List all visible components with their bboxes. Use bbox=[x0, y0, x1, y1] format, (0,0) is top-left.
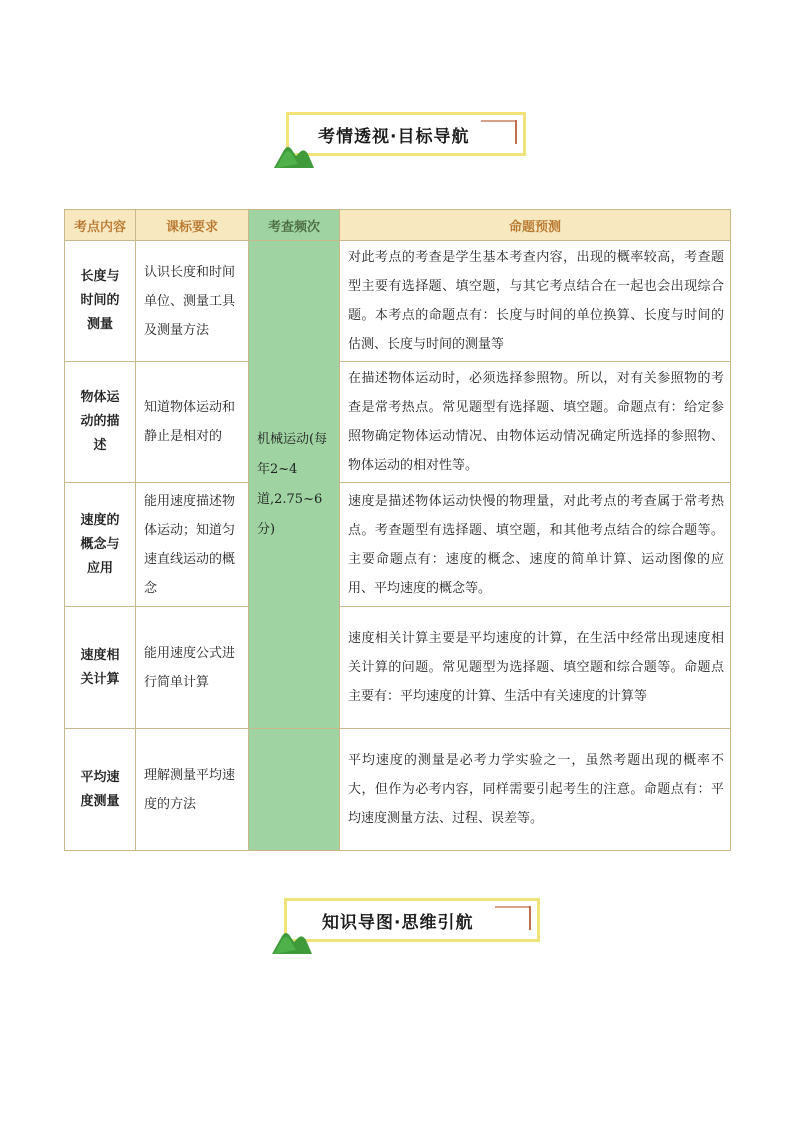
requirement-cell: 知道物体运动和静止是相对的 bbox=[136, 362, 249, 483]
table-row bbox=[65, 362, 731, 483]
section-banner-knowledge-map bbox=[276, 898, 536, 958]
banner-accent bbox=[481, 120, 517, 122]
topic-cell: 速度的概念与应用 bbox=[65, 483, 136, 607]
requirement-cell: 能用速度描述物体运动；知道匀速直线运动的概念 bbox=[136, 483, 249, 607]
table-header-row bbox=[65, 210, 731, 241]
header-prediction: 命题预测 bbox=[340, 210, 731, 241]
header-requirement: 课标要求 bbox=[136, 210, 249, 241]
requirement-cell: 认识长度和时间单位、测量工具及测量方法 bbox=[136, 241, 249, 362]
exam-analysis-table bbox=[64, 209, 731, 851]
section-title: 知识导图·思维引航 bbox=[322, 913, 474, 933]
banner-accent bbox=[515, 120, 517, 144]
requirement-cell: 能用速度公式进行简单计算 bbox=[136, 607, 249, 729]
topic-cell: 物体运动的描述 bbox=[65, 362, 136, 483]
frequency-cell-empty bbox=[249, 729, 340, 851]
banner-accent bbox=[529, 906, 531, 930]
topic-cell: 平均速度测量 bbox=[65, 729, 136, 851]
prediction-cell: 平均速度的测量是必考力学实验之一，虽然考题出现的概率不大，但作为必考内容，同样需要引起考生的注意。命题点有：平均速度测量方法、过程、误差等。 bbox=[340, 729, 731, 851]
table-row bbox=[65, 483, 731, 607]
header-topic: 考点内容 bbox=[65, 210, 136, 241]
table-row bbox=[65, 607, 731, 729]
banner-accent bbox=[495, 906, 531, 908]
prediction-cell: 对此考点的考查是学生基本考查内容，出现的概率较高，考查题型主要有选择题、填空题，与其它考点结合在一起也会出现综合题。本考点的命题点有：长度与时间的单位换算、长度与时间的估测、长度与时间的测量等 bbox=[340, 241, 731, 362]
mountain-icon bbox=[272, 142, 316, 168]
mountain-icon bbox=[270, 928, 314, 954]
table-row bbox=[65, 241, 731, 362]
requirement-cell: 理解测量平均速度的方法 bbox=[136, 729, 249, 851]
prediction-cell: 速度相关计算主要是平均速度的计算，在生活中经常出现速度相关计算的问题。常见题型为选择题、填空题和综合题等。命题点主要有：平均速度的计算、生活中有关速度的计算等 bbox=[340, 607, 731, 729]
prediction-cell: 速度是描述物体运动快慢的物理量，对此考点的考查属于常考热点。考查题型有选择题、填空题，和其他考点结合的综合题等。主要命题点有：速度的概念、速度的简单计算、运动图像的应用、平均速度的概念等。 bbox=[340, 483, 731, 607]
frequency-cell: 机械运动(每年2~4道,2.75~6分) bbox=[249, 241, 340, 729]
header-frequency: 考查频次 bbox=[249, 210, 340, 241]
section-title: 考情透视·目标导航 bbox=[318, 127, 470, 147]
prediction-cell: 在描述物体运动时，必须选择参照物。所以，对有关参照物的考查是常考热点。常见题型有选择题、填空题。命题点有：给定参照物确定物体运动情况、由物体运动情况确定所选择的参照物、物体运动的相对性等。 bbox=[340, 362, 731, 483]
section-banner-exam-analysis bbox=[278, 112, 538, 172]
topic-cell: 长度与时间的测量 bbox=[65, 241, 136, 362]
topic-cell: 速度相关计算 bbox=[65, 607, 136, 729]
table-row bbox=[65, 729, 731, 851]
